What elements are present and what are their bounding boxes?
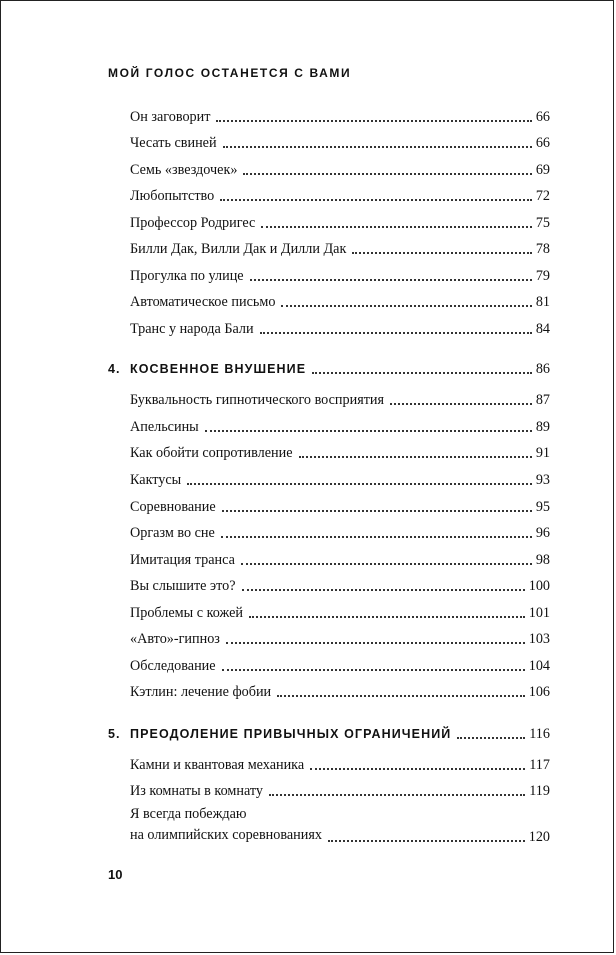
dot-leader — [277, 695, 525, 697]
toc-entry-page: 96 — [535, 525, 550, 541]
chapter-heading-4[interactable] — [108, 356, 550, 378]
toc-entry[interactable] — [130, 573, 550, 595]
toc-entry-page: 66 — [535, 135, 550, 151]
toc-entry-page: 98 — [535, 552, 550, 568]
toc-entry[interactable] — [130, 157, 550, 179]
dot-leader — [457, 737, 525, 739]
toc-entry-page: 84 — [535, 321, 550, 337]
dot-leader — [221, 536, 532, 538]
toc-entry[interactable] — [130, 316, 550, 338]
toc-entry[interactable] — [130, 414, 550, 436]
toc-entry-title: Кэтлин: лечение фобии — [130, 684, 272, 700]
toc-entry-page: 120 — [528, 829, 550, 845]
toc-entry-page: 103 — [528, 631, 550, 647]
running-head: МОЙ ГОЛОС ОСТАНЕТСЯ С ВАМИ — [108, 66, 352, 80]
toc-entry-title: Профессор Родригес — [130, 215, 256, 231]
dot-leader — [310, 768, 525, 770]
toc-entry-page: 100 — [528, 578, 550, 594]
toc-entry-page: 66 — [535, 109, 550, 125]
toc-entry-page: 72 — [535, 188, 550, 204]
dot-leader — [187, 483, 532, 485]
dot-leader — [243, 173, 531, 175]
page-number: 10 — [108, 867, 123, 882]
toc-entry-page: 95 — [535, 499, 550, 515]
toc-entry-title: Прогулка по улице — [130, 268, 244, 284]
toc-entry-page: 101 — [528, 605, 550, 621]
toc-entry-title: Обследование — [130, 658, 216, 674]
toc-entry[interactable] — [130, 626, 550, 648]
dot-leader — [222, 510, 532, 512]
dot-leader — [241, 563, 532, 565]
toc-entry[interactable] — [130, 547, 550, 569]
toc-entry[interactable] — [130, 520, 550, 542]
toc-entry-title: Чесать свиней — [130, 135, 217, 151]
chapter-number: 5. — [108, 727, 121, 741]
chapter-title: ПРЕОДОЛЕНИЕ ПРИВЫЧНЫХ ОГРАНИЧЕНИЙ — [130, 727, 452, 741]
toc-entry-title: Апельсины — [130, 419, 199, 435]
toc-entry-title: Оргазм во сне — [130, 525, 215, 541]
toc-entry[interactable] — [130, 130, 550, 152]
dot-leader — [220, 199, 532, 201]
dot-leader — [269, 794, 525, 796]
toc-entry-page: 69 — [535, 162, 550, 178]
toc-entry-page: 87 — [535, 392, 550, 408]
chapter-page: 116 — [529, 726, 550, 742]
dot-leader — [261, 226, 532, 228]
dot-leader — [281, 305, 531, 307]
chapter-title: КОСВЕННОЕ ВНУШЕНИЕ — [130, 362, 307, 376]
toc-entry-title: Билли Дак, Вилли Дак и Дилли Дак — [130, 241, 347, 257]
toc-entry-title — [130, 804, 328, 846]
toc-entry-page: 89 — [535, 419, 550, 435]
toc-entry-page: 104 — [528, 658, 550, 674]
toc-entry[interactable] — [130, 387, 550, 409]
toc-entry-title: Соревнование — [130, 499, 216, 515]
toc-entry-title: Вы слышите это? — [130, 578, 236, 594]
toc-entry-page: 79 — [535, 268, 550, 284]
dot-leader — [223, 146, 532, 148]
toc-entry[interactable] — [130, 467, 550, 489]
toc-entry[interactable] — [130, 679, 550, 701]
toc-entry[interactable] — [130, 778, 550, 800]
dot-leader — [250, 279, 532, 281]
toc-entry-title: Проблемы с кожей — [130, 605, 243, 621]
toc-entry-page: 81 — [535, 294, 550, 310]
dot-leader — [222, 669, 525, 671]
dot-leader — [260, 332, 532, 334]
dot-leader — [390, 403, 532, 405]
toc-entry-title: Он заговорит — [130, 109, 211, 125]
dot-leader — [249, 616, 525, 618]
dot-leader — [299, 456, 532, 458]
toc-entry[interactable] — [130, 804, 550, 846]
toc-entry-title: Камни и квантовая механика — [130, 757, 305, 773]
toc-entry-title: Как обойти сопротивление — [130, 445, 293, 461]
dot-leader — [205, 430, 532, 432]
toc-entry-title: Автоматическое письмо — [130, 294, 276, 310]
chapter-heading-5[interactable] — [108, 721, 550, 743]
toc-entry-page: 91 — [535, 445, 550, 461]
toc-entry-page: 75 — [535, 215, 550, 231]
toc-entry-title: Буквальность гипнотического восприятия — [130, 392, 385, 408]
toc-entry[interactable] — [130, 289, 550, 311]
chapter-number: 4. — [108, 362, 121, 376]
toc-entry-title-line1: Я всегда побеждаю — [130, 806, 247, 822]
toc-entry[interactable] — [130, 183, 550, 205]
toc-entry[interactable] — [130, 752, 550, 774]
toc-entry-page: 106 — [528, 684, 550, 700]
toc-entry-page: 93 — [535, 472, 550, 488]
toc-entry[interactable] — [130, 236, 550, 258]
toc-entry[interactable] — [130, 494, 550, 516]
toc-entry-page: 119 — [529, 783, 550, 799]
toc-entry[interactable] — [130, 653, 550, 675]
toc-entry-title: Кактусы — [130, 472, 182, 488]
toc-entry-title-line2: на олимпийских соревнованиях — [130, 827, 322, 843]
dot-leader — [242, 589, 525, 591]
toc-entry[interactable] — [130, 210, 550, 232]
toc-entry-title: Любопытство — [130, 188, 215, 204]
toc-entry[interactable] — [130, 440, 550, 462]
dot-leader — [216, 120, 531, 122]
toc-entry-title: Имитация транса — [130, 552, 235, 568]
toc-entry[interactable] — [130, 600, 550, 622]
chapter-page: 86 — [535, 361, 550, 377]
dot-leader — [226, 642, 525, 644]
toc-entry[interactable] — [130, 263, 550, 285]
toc-entry-title: Из комнаты в комнату — [130, 783, 264, 799]
toc-entry[interactable] — [130, 104, 550, 126]
dot-leader — [312, 372, 532, 374]
dot-leader — [352, 252, 531, 254]
dot-leader — [328, 840, 525, 842]
toc-entry-title: Транс у народа Бали — [130, 321, 254, 337]
toc-entry-title: Семь «звездочек» — [130, 162, 238, 178]
toc-entry-page: 117 — [529, 757, 550, 773]
toc-entry-title: «Авто»-гипноз — [130, 631, 220, 647]
toc-entry-page: 78 — [535, 241, 550, 257]
